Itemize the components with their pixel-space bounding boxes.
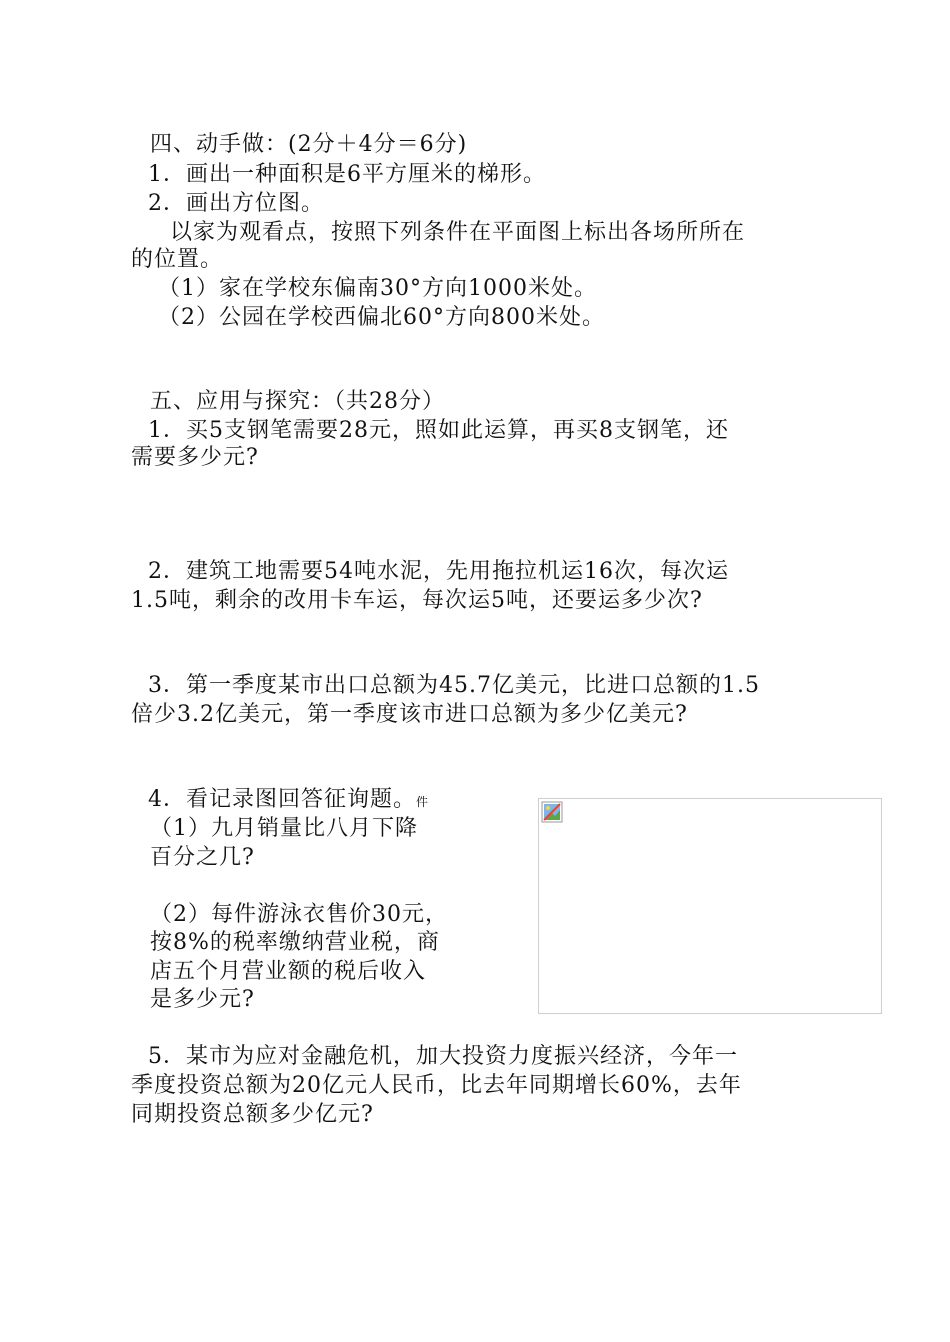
section-4-question-2-intro: 以家为观看点，按照下列条件在平面图上标出各场所所在 xyxy=(170,220,746,245)
section-5-question-4-text: 4．看记录图回答征询题。 xyxy=(148,787,416,812)
section-5-question-4 xyxy=(148,786,428,816)
section-5-question-4-sub-1-cont: 百分之几? xyxy=(150,845,255,870)
section-4-question-1: 1．画出一种面积是6平方厘米的梯形。 xyxy=(148,162,546,187)
section-4-question-2-intro-cont: 的位置。 xyxy=(131,247,224,272)
section-4-question-2: 2．画出方位图。 xyxy=(148,191,324,216)
chart-image-placeholder xyxy=(538,798,882,1014)
chart-unit-label: 件 xyxy=(416,795,429,809)
section-5-question-1-cont: 需要多少元? xyxy=(131,445,259,470)
section-4-condition-1: （1）家在学校东偏南30°方向1000米处。 xyxy=(158,276,597,301)
section-5-question-2-cont: 1.5吨，剩余的改用卡车运，每次运5吨，还要运多少次? xyxy=(131,588,703,613)
section-5-question-5: 5．某市为应对金融危机，加大投资力度振兴经济，今年一 xyxy=(148,1044,738,1069)
section-5-question-4-sub-2-cont-1: 按8%的税率缴纳营业税，商 xyxy=(150,930,440,955)
section-4-condition-2: （2）公园在学校西偏北60°方向800米处。 xyxy=(158,305,605,330)
section-4-heading: 四、动手做：(2分＋4分＝6分) xyxy=(150,132,468,157)
section-5-question-2: 2．建筑工地需要54吨水泥，先用拖拉机运16次，每次运 xyxy=(148,559,729,584)
section-5-question-4-sub-1: （1）九月销量比八月下降 xyxy=(150,816,418,841)
section-5-question-4-sub-2: （2）每件游泳衣售价30元， xyxy=(150,902,448,927)
section-5-question-1: 1．买5支钢笔需要28元，照如此运算，再买8支钢笔，还 xyxy=(148,418,729,443)
section-5-question-5-cont-2: 同期投资总额多少亿元? xyxy=(131,1102,374,1127)
broken-image-icon xyxy=(541,801,563,823)
section-5-question-4-sub-2-cont-3: 是多少元? xyxy=(150,987,255,1012)
section-5-question-3: 3．第一季度某市出口总额为45.7亿美元，比进口总额的1.5 xyxy=(148,673,760,698)
section-5-question-3-cont: 倍少3.2亿美元，第一季度该市进口总额为多少亿美元? xyxy=(131,702,688,727)
section-5-question-5-cont-1: 季度投资总额为20亿元人民币，比去年同期增长60%，去年 xyxy=(131,1073,742,1098)
section-5-heading: 五、应用与探究：（共28分） xyxy=(150,389,445,414)
section-5-question-4-sub-2-cont-2: 店五个月营业额的税后收入 xyxy=(150,959,427,984)
